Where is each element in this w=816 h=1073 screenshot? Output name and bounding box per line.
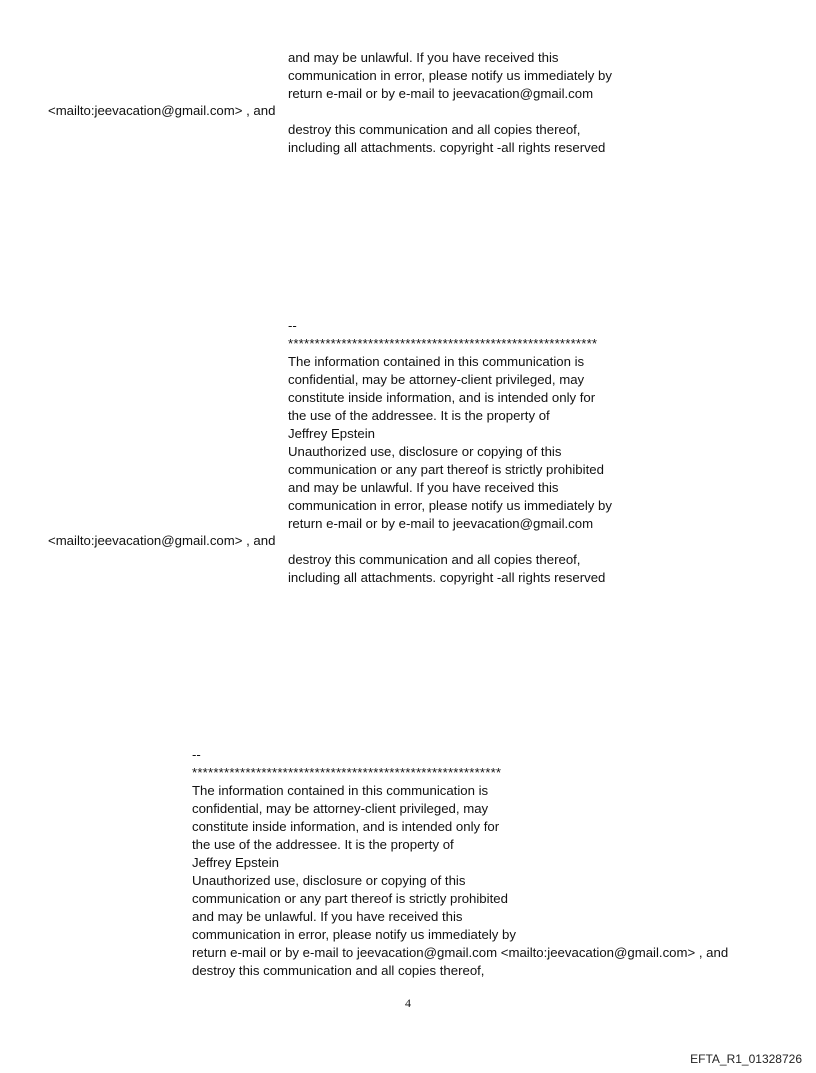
block3-line: constitute inside information, and is intended only for: [192, 819, 500, 834]
block2-line: and may be unlawful. If you have received this: [288, 480, 559, 495]
block3-line: communication or any part thereof is strictly prohibited: [192, 891, 508, 906]
block1-line: communication in error, please notify us immediately by: [288, 68, 612, 83]
block2-mailto: <mailto:jeevacation@gmail.com> , and: [48, 533, 276, 548]
block3-stars: **********************************************************: [192, 765, 502, 780]
block2-line: return e-mail or by e-mail to jeevacation@gmail.com: [288, 516, 594, 531]
block3-line: Jeffrey Epstein: [192, 855, 279, 870]
block1-line: and may be unlawful. If you have received this: [288, 50, 559, 65]
block3-dash: --: [192, 747, 201, 762]
block2-line: communication or any part thereof is strictly prohibited: [288, 462, 604, 477]
block3-line: destroy this communication and all copies thereof,: [192, 963, 485, 978]
block1-line: destroy this communication and all copies thereof,: [288, 122, 581, 137]
block2-line: communication in error, please notify us immediately by: [288, 498, 612, 513]
block1-line: return e-mail or by e-mail to jeevacation@gmail.com: [288, 86, 594, 101]
block2-line: The information contained in this communication is: [288, 354, 585, 369]
block2-line: constitute inside information, and is intended only for: [288, 390, 596, 405]
block1-line: including all attachments. copyright -all rights reserved: [288, 140, 606, 155]
block1-mailto: <mailto:jeevacation@gmail.com> , and: [48, 103, 276, 118]
block2-line: confidential, may be attorney-client privileged, may: [288, 372, 585, 387]
page-number: 4: [405, 996, 411, 1010]
block3-line: communication in error, please notify us immediately by: [192, 927, 516, 942]
block3-line: and may be unlawful. If you have received this: [192, 909, 463, 924]
document-id: EFTA_R1_01328726: [690, 1052, 802, 1066]
block3-line: the use of the addressee. It is the property of: [192, 837, 454, 852]
block3-line: The information contained in this communication is: [192, 783, 489, 798]
block2-line: Unauthorized use, disclosure or copying of this: [288, 444, 562, 459]
block2-line: including all attachments. copyright -all rights reserved: [288, 570, 606, 585]
block3-line: Unauthorized use, disclosure or copying of this: [192, 873, 466, 888]
block2-dash: --: [288, 318, 297, 333]
block2-line: Jeffrey Epstein: [288, 426, 375, 441]
block2-stars: **********************************************************: [288, 336, 598, 351]
block3-line: return e-mail or by e-mail to jeevacation@gmail.com <mailto:jeevacation@gmail.com> , and: [192, 945, 729, 960]
block2-line: the use of the addressee. It is the property of: [288, 408, 550, 423]
block3-line: confidential, may be attorney-client privileged, may: [192, 801, 489, 816]
block2-line: destroy this communication and all copies thereof,: [288, 552, 581, 567]
